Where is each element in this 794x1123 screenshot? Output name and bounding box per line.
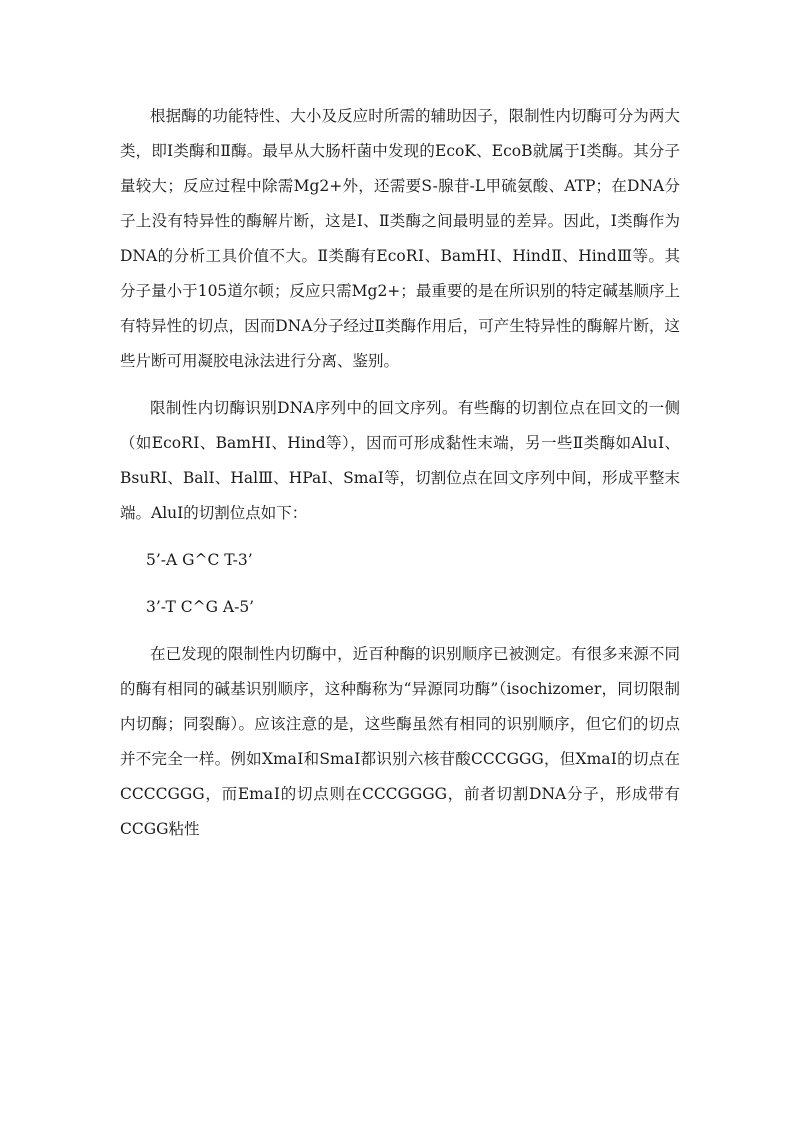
paragraph-isochizomer: 在已发现的限制性内切酶中，近百种酶的识别顺序已被测定。有很多来源不同的酶有相同的碱基识别顺序，这种酶称为“异源同功酶”（isochizomer，同切限制内切酶；同裂酶）。应该注意的是，这些酶虽然有相同的识别顺序，但它们的切点并不完全一样。例如XmaⅠ和SmaⅠ都识别六核苷酸CCCGGG，但XmaⅠ的切点在CCCCGGG，而EmaⅠ的切点则在CCCGGGG，前者切割DNA分子，形成带有CCGG粘性 — [120, 645, 680, 838]
sequence-line-top: 5’-A G^C T-3’ — [146, 551, 253, 569]
sequence-line-bottom: 3’-T C^G A-5’ — [146, 598, 255, 616]
paragraph-palindrome: 限制性内切酶识别DNA序列中的回文序列。有些酶的切割位点在回文的一侧（如EcoRⅠ、BamHⅠ、Hind等），因而可形成黏性末端，另一些Ⅱ类酶如AluⅠ、BsuRⅠ、BalⅠ、HalⅢ、HPaⅠ、SmaⅠ等，切割位点在回文序列中间，形成平整末端。AluⅠ的切割位点如下： — [120, 399, 680, 522]
paragraph-enzyme-classes: 根据酶的功能特性、大小及反应时所需的辅助因子，限制性内切酶可分为两大类，即Ⅰ类酶和Ⅱ酶。最早从大肠杆菌中发现的EcoK、EcoB就属于Ⅰ类酶。其分子量较大；反应过程中除需Mg2+外，还需要S-腺苷-L甲硫氨酸、ATP；在DNA分子上没有特异性的酶解片断，这是Ⅰ、Ⅱ类酶之间最明显的差异。因此，Ⅰ类酶作为DNA的分析工具价值不大。Ⅱ类酶有EcoRⅠ、BamHⅠ、HindⅡ、HindⅢ等。其分子量小于105道尔顿；反应只需Mg2+；最重要的是在所识别的特定碱基顺序上有特异性的切点，因而DNA分子经过Ⅱ类酶作用后，可产生特异性的酶解片断，这些片断可用凝胶电泳法进行分离、鉴别。 — [120, 107, 680, 370]
document-body — [120, 99, 680, 847]
